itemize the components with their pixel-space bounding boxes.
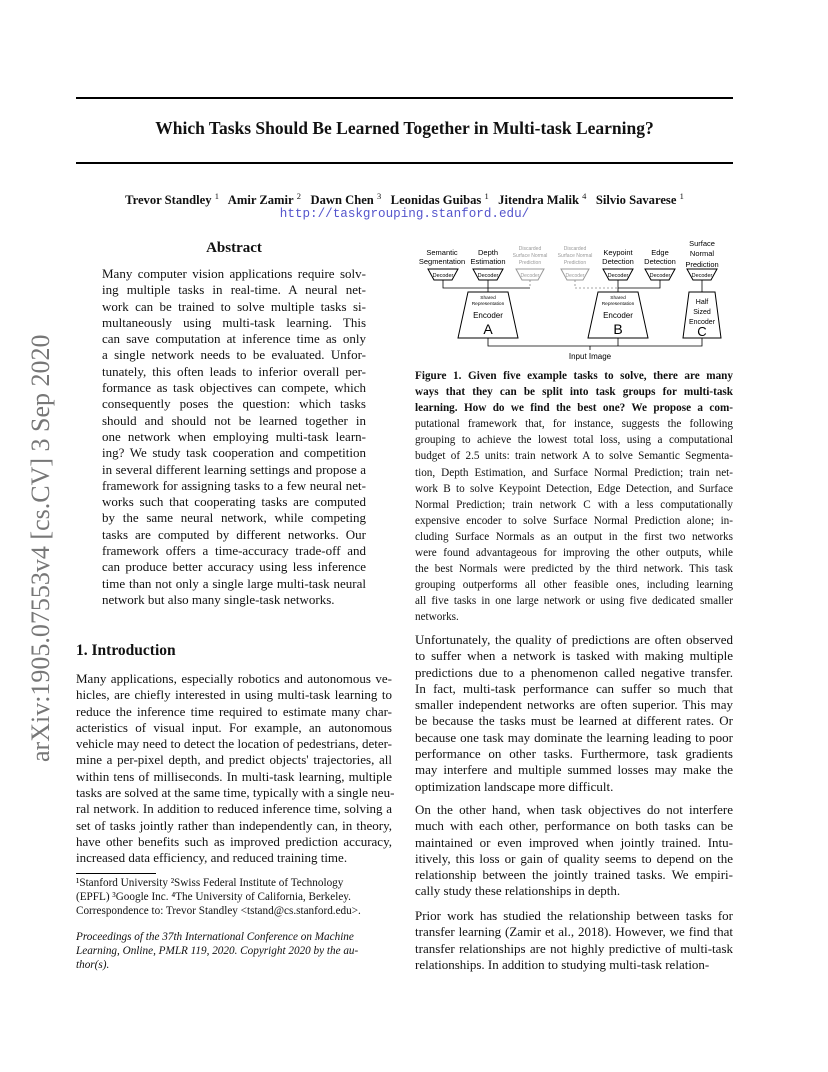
text-line: framework offers a time-accuracy trade-off and (102, 543, 366, 559)
half-encoder-label: Half (695, 299, 709, 306)
task-label: Depth (477, 248, 499, 257)
text-line: increased data efficiency, and reduced training time. (76, 850, 348, 866)
author-name: Silvio Savarese (595, 193, 677, 208)
text-line: cluding Surface Normals as an output in the first two networks (415, 530, 733, 543)
abstract-body (102, 266, 366, 608)
encoder-label: Encoder (473, 311, 503, 320)
task-label: Edge (651, 248, 669, 257)
task-label: Prediction (518, 260, 542, 266)
decoder-label: Decoder (691, 273, 713, 279)
task-label: Normal (689, 249, 715, 258)
text-line: the best Normals were predicted by the third network. This task (415, 563, 733, 576)
text-line: all five tasks in one large network or using five dedicated smaller (415, 595, 733, 608)
encoder-label: Encoder (603, 311, 633, 320)
title-top-rule (76, 97, 733, 99)
text-line: transfer learning (Zamir et al., 2018). However, we find that (415, 924, 733, 940)
text-line: work B to solve Keypoint Detection, Edge Detection, and Surface (415, 482, 733, 495)
text-line: grouping outperforms all other feasible ones, including learning (415, 579, 733, 592)
proceedings-note (76, 930, 392, 973)
task-label: Keypoint (603, 248, 633, 257)
title-bottom-rule (76, 162, 733, 164)
task-label: Detection (602, 257, 634, 266)
half-encoder-label: Sized (693, 309, 711, 316)
project-url-link[interactable]: http://taskgrouping.stanford.edu/ (279, 207, 530, 221)
decoder-label: Decoder (432, 273, 454, 279)
text-line: can save computation at inference time as only (102, 331, 366, 347)
decoder-label: Decoder (565, 273, 585, 279)
text-line: optimization landscape more difficult. (415, 778, 614, 794)
text-line: Many computer vision applications require solv- (102, 266, 366, 281)
text-line: Normal Prediction; train network C with a less computationally (415, 498, 733, 511)
shared-representation-label: Shared (480, 296, 496, 301)
text-line: learning. How do we find the best one? We propose a com- (415, 402, 733, 415)
text-line: in several different learning settings and propose a (102, 461, 366, 477)
text-line: In fact, multi-task performance can suffer so much that (415, 680, 733, 696)
decoder-label: Decoder (520, 273, 540, 279)
decoder-label: Decoder (477, 273, 499, 279)
introduction-right-paragraph-2 (415, 802, 733, 900)
text-line: relationships. In addition to studying multi-task relation- (415, 956, 710, 972)
author-name: Dawn Chen (310, 193, 374, 208)
text-line: Proceedings of the 37th International Conference on Machine (76, 931, 354, 943)
text-line: be because the tasks must be learned at different rates. Or (415, 713, 733, 729)
text-line: (EPFL) ³Google Inc. ⁴The University of California, Berkeley. (76, 891, 351, 904)
text-line: were found advantageous for improving the other outputs, while (415, 547, 733, 560)
text-line: Learning, Online, PMLR 119, 2020. Copyright 2020 by the au- (76, 945, 359, 958)
text-line: within tens of milliseconds. In multi-task learning, multiple (76, 768, 392, 784)
text-line: maintained or even improved when jointly trained. Intu- (415, 834, 733, 850)
text-line: ¹Stanford University ²Swiss Federal Institute of Technology (76, 877, 344, 889)
input-image-label: Input Image (568, 352, 612, 361)
text-line: Unfortunately, the quality of predictions are often observed (415, 632, 733, 647)
author-name: Amir Zamir (227, 193, 294, 208)
encoder-id: B (613, 321, 623, 337)
text-line: tasks are solved at the same time, typically with a single neu- (76, 785, 395, 801)
author-affiliation: 1 (484, 191, 489, 201)
author-affiliation: 1 (214, 191, 219, 201)
text-line: a single network needs to be evaluated. Unfor- (102, 347, 366, 363)
text-line: work can be trained to solve multiple tasks si- (102, 298, 366, 314)
text-line: ing? We study task cooperation and competition (102, 445, 366, 461)
text-line: can produce better accuracy using less inference (102, 559, 366, 575)
task-label: Surface (689, 239, 715, 248)
arxiv-stamp-text: arXiv:1905.07553v4 [cs.CV] 3 Sep 2020 (26, 334, 55, 762)
task-label: Detection (644, 257, 676, 266)
author-affiliation: 4 (582, 191, 587, 201)
author-name: Jitendra Malik (498, 193, 579, 208)
text-line: smaller independent networks are often superior. This may (415, 697, 733, 713)
shared-representation-label: Representation (601, 302, 635, 307)
abstract-heading: Abstract (206, 240, 262, 256)
text-line: have other benefits such as improved prediction accuracy, (76, 833, 392, 849)
task-label: Surface Normal (512, 253, 548, 259)
text-line: grouping to achieve the lowest total loss, using a computational (415, 434, 733, 447)
text-line: acteristics of visual input. For example, an autonomous (76, 719, 392, 735)
text-line: formance as task objectives can compete, which (102, 380, 366, 396)
encoder-id: C (697, 324, 707, 339)
text-line: set of tasks jointly rather than independently can, in theory, (76, 817, 392, 833)
text-line: On the other hand, when task objectives do not interfere (415, 802, 733, 817)
author-affiliation: 1 (679, 191, 684, 201)
connector-line (443, 280, 530, 288)
text-line: time than not only a single large multi-task neural (102, 575, 366, 591)
text-line: by the same neural network, while competing (102, 510, 366, 526)
text-line: network but also many single-task networks. (102, 591, 335, 607)
text-line: hicles, are chiefly interested in using multi-task learning to (76, 687, 392, 703)
footnote-rule (76, 873, 156, 874)
task-label: Surface Normal (557, 253, 593, 259)
task-label: Segmentation (418, 257, 466, 266)
author-name: Trevor Standley (125, 193, 212, 208)
figure-1-diagram (410, 232, 740, 364)
arxiv-stamp (26, 292, 56, 762)
figure-1-caption (415, 368, 733, 626)
half-encoder-label: Encoder (688, 319, 716, 326)
text-line: one network when employing multi-task learn- (102, 428, 366, 444)
text-line: thor(s). (76, 959, 110, 972)
text-line: multaneously using multi-task learning. This (102, 314, 366, 330)
text-line: consequently poses the question: which tasks (102, 396, 366, 412)
task-label: Semantic (426, 248, 458, 257)
author-affiliation: 2 (296, 191, 302, 201)
encoder-id: A (483, 321, 493, 337)
text-line: Figure 1. Given five example tasks to solve, there are many (415, 370, 733, 382)
introduction-right-paragraph-1 (415, 632, 733, 795)
text-line: predictions due to a phenomenon called negative transfer. (415, 664, 733, 680)
text-line: performance on other tasks. Furthermore, task gradients (415, 746, 733, 762)
text-line: should and should not be learned together in (102, 412, 366, 428)
text-line: ways that they can be split into task groups for multi-task (415, 386, 733, 399)
text-line: tunately, this often leads to inferior overall per- (102, 363, 366, 379)
task-label: Discarded (563, 246, 587, 252)
text-line: transfer relationships are not highly predictive of multi-task (415, 940, 733, 956)
text-line: Correspondence to: Trevor Standley <tstand@cs.stanford.edu>. (76, 905, 361, 918)
affiliations-footnote (76, 876, 392, 919)
text-line: budget of 2.5 units: train network A to solve Semantic Segmenta- (415, 450, 733, 463)
text-line: Many applications, especially robotics and autonomous ve- (76, 671, 392, 686)
text-line: tion, Depth Estimation, and Surface Normal Prediction; train net- (415, 466, 733, 479)
text-line: may interfere and multiple summed losses may make the (415, 762, 733, 778)
author-name: Leonidas Guibas (390, 193, 482, 208)
author-affiliation: 3 (376, 191, 382, 201)
text-line: putational framework that, for instance, suggests the following (415, 418, 733, 431)
task-label: Prediction (685, 260, 719, 269)
text-line: mine a per-pixel depth, and predict objects' trajectories, all (76, 752, 392, 768)
shared-representation-label: Shared (610, 296, 626, 301)
decoder-label: Decoder (649, 273, 671, 279)
shared-representation-label: Representation (471, 302, 505, 307)
text-line: expensive encoder to solve Surface Normal Prediction alone; in- (415, 514, 733, 527)
text-line: vehicle may need to detect the location of pedestrians, deter- (76, 736, 392, 752)
text-line: framework for assigning tasks to a few neural net- (102, 477, 366, 493)
text-line: networks. (415, 611, 459, 624)
text-line: relationship between the jointly trained tasks. We empiri- (415, 867, 733, 883)
decoder-label: Decoder (607, 273, 629, 279)
paper-title: Which Tasks Should Be Learned Together in Multi-task Learning? (155, 118, 654, 138)
text-line: because one task may dominate the learning leading to poor (415, 729, 733, 745)
introduction-heading: 1. Introduction (76, 642, 176, 659)
introduction-right-paragraph-3 (415, 908, 733, 973)
input-bus (488, 338, 702, 346)
task-label: Discarded (518, 246, 542, 252)
introduction-left-paragraph (76, 671, 395, 867)
text-line: Prior work has studied the relationship between tasks for (415, 908, 733, 923)
text-line: much with each other, performance on both tasks can be (415, 818, 733, 834)
text-line: itively, this loss or gain of quality seems to depend on the (415, 850, 733, 866)
task-label: Estimation (470, 257, 506, 266)
text-line: to suffer when a network is tasked with making multiple (415, 648, 733, 664)
text-line: ral network. In addition to reduced inference time, solving a (76, 801, 392, 817)
text-line: ing multiple tasks in real-time. A neural net- (102, 282, 366, 298)
connector-line (618, 280, 660, 288)
discarded-connector (575, 280, 618, 288)
text-line: works such that cooperating tasks are computed (102, 494, 366, 510)
author-list (76, 191, 733, 208)
text-line: tasks are computed by different networks. Our (102, 526, 366, 542)
text-line: reduce the inference time required to estimate many char- (76, 703, 392, 719)
text-line: cally study these relationships in depth. (415, 883, 621, 899)
task-label: Prediction (563, 260, 587, 266)
